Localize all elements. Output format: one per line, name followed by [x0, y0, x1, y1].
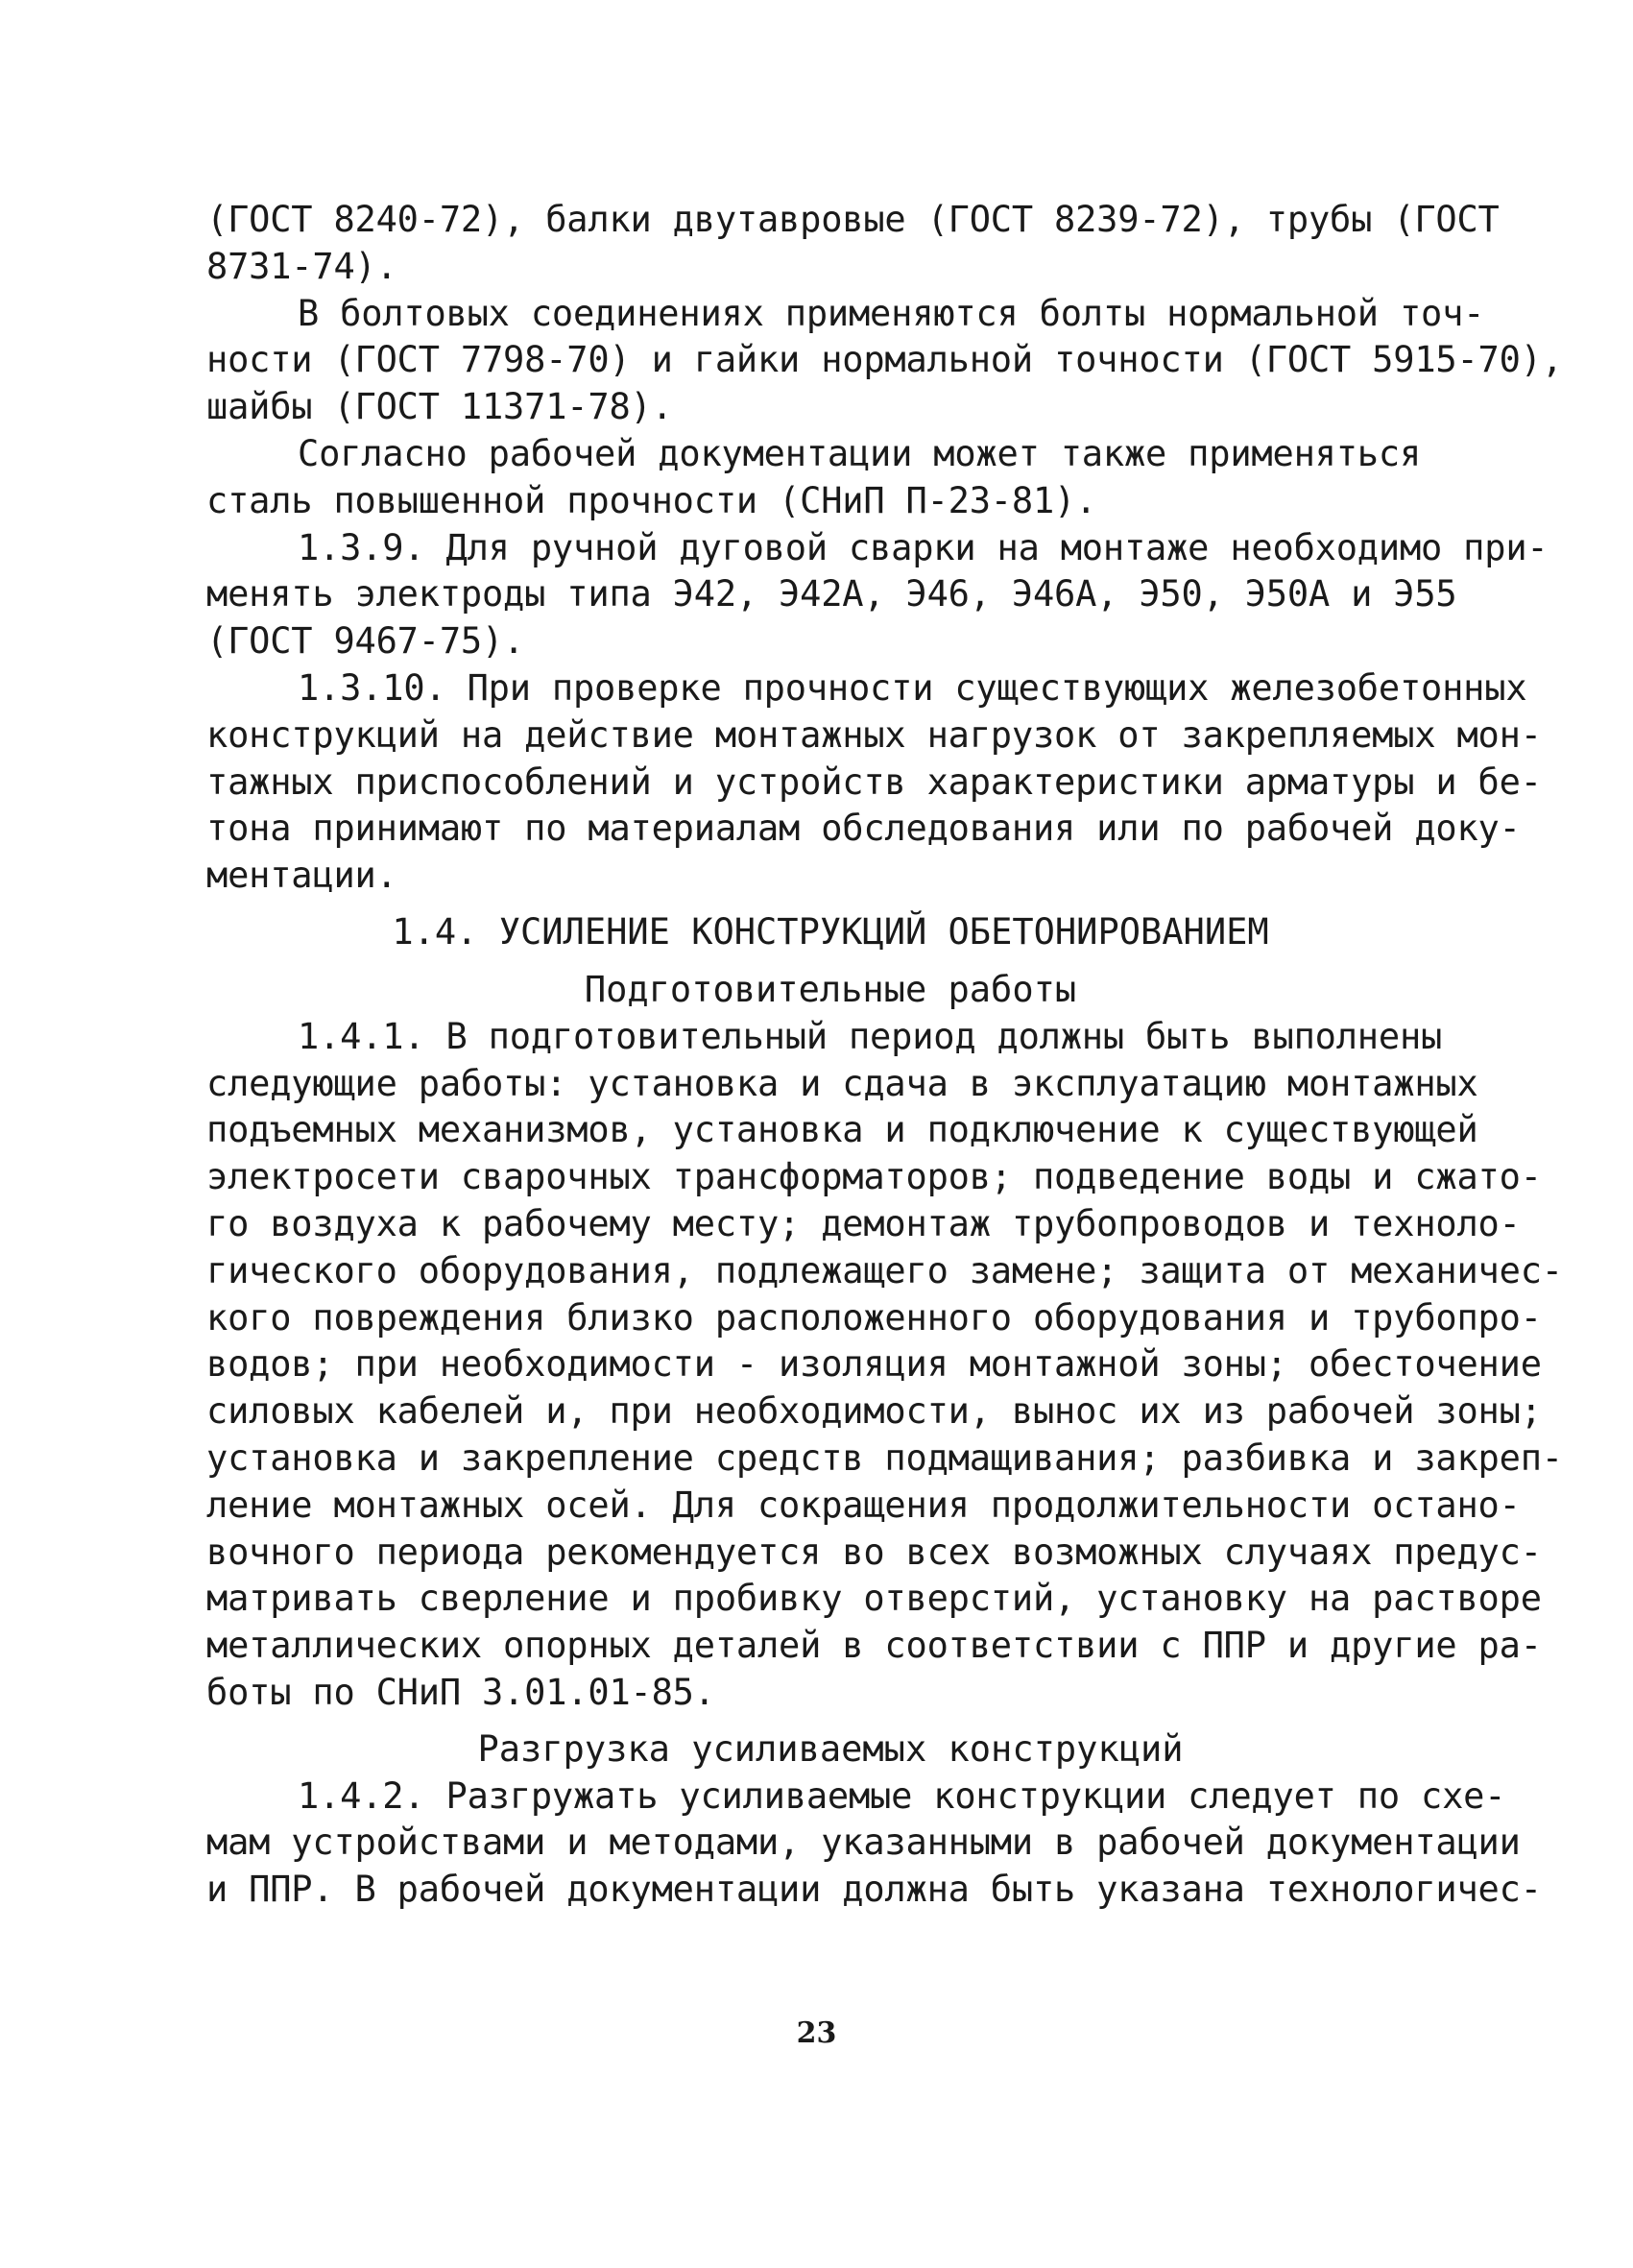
subheading-unloading: Разгрузка усиливаемых конструкций	[477, 1727, 1184, 1770]
text-line: электросети сварочных трансформаторов; подведение воды и сжато-	[206, 1156, 1542, 1198]
text-line: ности (ГОСТ 7798-70) и гайки нормальной точности (ГОСТ 5915-70),	[206, 339, 1563, 381]
text-line: 1.4.2. Разгружать усиливаемые конструкции следует по схе-	[298, 1774, 1506, 1817]
text-line: силовых кабелей и, при необходимости, вынос их из рабочей зоны;	[206, 1390, 1542, 1433]
subheading-preparatory: Подготовительные работы	[584, 968, 1077, 1010]
text-line: шайбы (ГОСТ 11371-78).	[206, 386, 673, 428]
spacer	[206, 1717, 1454, 1726]
text-line: ление монтажных осей. Для сокращения продолжительности остано-	[206, 1484, 1521, 1526]
text-line: металлических опорных деталей в соответствии с ППР и другие ра-	[206, 1625, 1542, 1667]
text-line: сталь повышенной прочности (СНиП П-23-81).	[206, 479, 1097, 521]
text-line: мам устройствами и методами, указанными в рабочей документации	[206, 1822, 1521, 1864]
text-line: водов; при необходимости - изоляция монтажной зоны; обесточение	[206, 1343, 1542, 1386]
text-line: тажных приспособлений и устройств характеристики арматуры и бе-	[206, 760, 1542, 803]
text-line: матривать сверление и пробивку отверстий, установку на растворе	[206, 1578, 1542, 1620]
text-line: менять электроды типа Э42, Э42А, Э46, Э46А, Э50, Э50А и Э55	[206, 573, 1457, 615]
text-line: 1.3.10. При проверке прочности существующих железобетонных	[298, 666, 1527, 709]
text-line: боты по СНиП 3.01.01-85.	[206, 1671, 715, 1713]
text-line: подъемных механизмов, установка и подключение к существующей	[206, 1109, 1478, 1151]
text-line: ментации.	[206, 855, 397, 897]
text-line: (ГОСТ 8240-72), балки двутавровые (ГОСТ 8239-72), трубы (ГОСТ	[206, 199, 1500, 240]
text-line: 1.4.1. В подготовительный период должны быть выполнены	[298, 1015, 1443, 1057]
text-line: 8731-74).	[206, 245, 397, 287]
text-line: установка и закрепление средств подмащивания; разбивка и закреп-	[206, 1436, 1563, 1479]
text-line: Согласно рабочей документации может также применяться	[298, 432, 1422, 474]
text-line: и ППР. В рабочей документации должна быть указана технологичес-	[206, 1869, 1542, 1911]
text-line: гического оборудования, подлежащего замене; защита от механичес-	[206, 1249, 1563, 1291]
text-line: вочного периода рекомендуется во всех возможных случаях предус-	[206, 1531, 1542, 1573]
text-line: 1.3.9. Для ручной дуговой сварки на монтаже необходимо при-	[298, 526, 1549, 568]
section-heading: 1.4. УСИЛЕНИЕ КОНСТРУКЦИЙ ОБЕТОНИРОВАНИЕМ	[392, 910, 1269, 953]
text-line: тона принимают по материалам обследования или по рабочей доку-	[206, 808, 1521, 850]
document-body	[206, 197, 1563, 1914]
text-line: конструкций на действие монтажных нагрузок от закрепляемых мон-	[206, 713, 1542, 756]
text-line: (ГОСТ 9467-75).	[206, 620, 525, 663]
text-line: В болтовых соединениях применяются болты нормальной точ-	[298, 292, 1485, 334]
text-line: го воздуха к рабочему месту; демонтаж трубопроводов и техноло-	[206, 1202, 1521, 1244]
page-number: 23	[796, 2016, 837, 2050]
text-line: следующие работы: установка и сдача в эксплуатацию монтажных	[206, 1062, 1478, 1104]
text-line: кого повреждения близко расположенного оборудования и трубопро-	[206, 1296, 1542, 1339]
